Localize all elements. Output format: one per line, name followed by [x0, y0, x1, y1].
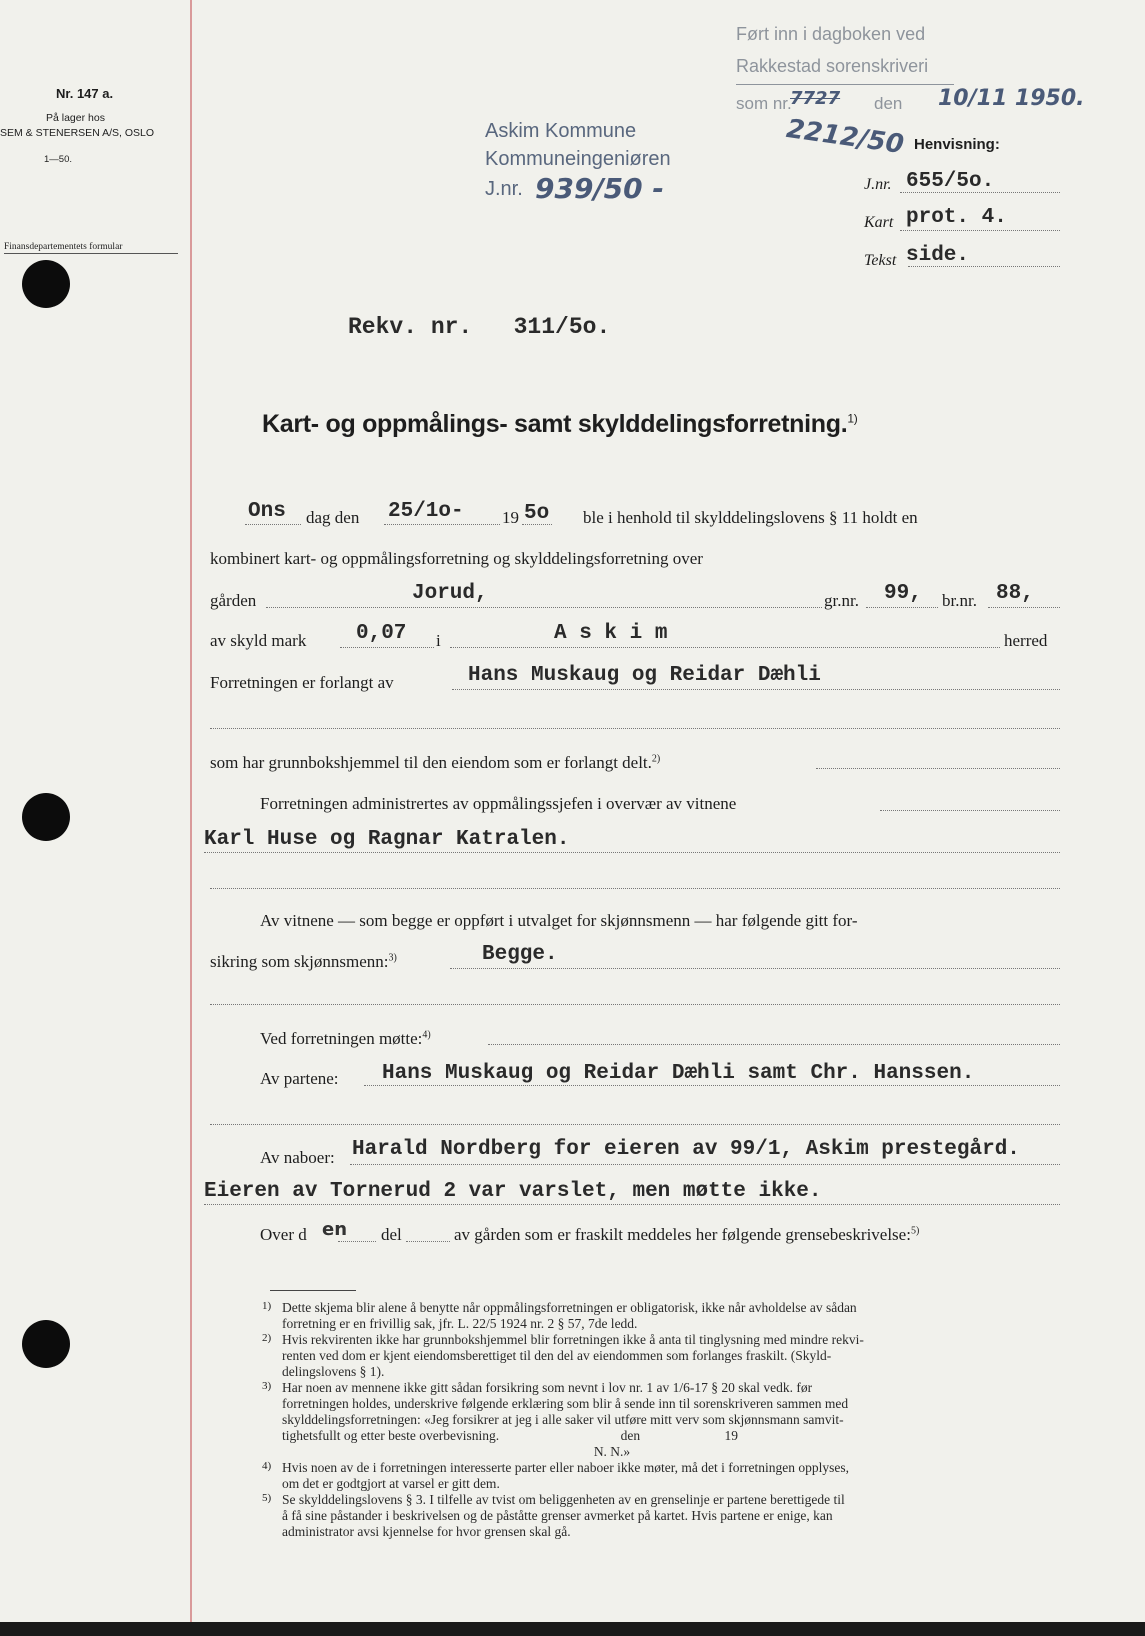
- henvisning-tekst-value: side.: [906, 244, 970, 267]
- grnr-value: 99,: [884, 582, 922, 605]
- footnote-line: N. N.»: [593, 1444, 631, 1459]
- forsikring-footnote-ref: 3): [388, 952, 397, 964]
- registry-den: den: [874, 94, 903, 113]
- requisition-number: Rekv. nr. 311/5o.: [348, 314, 611, 340]
- partene-label: Av partene:: [260, 1069, 339, 1088]
- over-footnote-ref: 5): [910, 1225, 920, 1237]
- footnote-number: 1): [262, 1300, 272, 1312]
- page-title: [262, 410, 857, 439]
- registry-number-handwritten: 2212/50: [784, 113, 906, 161]
- skyld-label: av skyld mark: [210, 631, 307, 650]
- grunnbok-footnote-ref: 2): [651, 753, 661, 765]
- brnr-value: 88,: [996, 582, 1034, 605]
- forlangt-value: Hans Muskaug og Reidar Dæhli: [468, 664, 821, 687]
- footnote-line: tighetsfullt og etter beste overbevisning. den 19: [282, 1428, 738, 1443]
- garden-value: Jorud,: [412, 582, 488, 605]
- footnote-separator: [270, 1290, 356, 1291]
- footnote-item: [262, 1492, 1062, 1540]
- punch-hole: [22, 1320, 70, 1368]
- motte-text: [260, 1029, 431, 1049]
- motte-label: Ved forretningen møtte:: [260, 1029, 423, 1048]
- registry-som-nr: som nr.: [736, 94, 792, 113]
- footnote-line: forretningen holdes, underskrive følgende erklæring som blir å sende inn til sorenskriveren sammen med: [282, 1396, 849, 1411]
- naboer-value-1: Harald Nordberg for eieren av 99/1, Askim prestegård.: [352, 1138, 1020, 1161]
- form-number: Nr. 147 a.: [56, 86, 114, 101]
- brnr-label: br.nr.: [942, 591, 977, 610]
- footnote-item: [262, 1460, 1062, 1492]
- title-footnote-ref: 1): [847, 411, 858, 426]
- registry-struck-number: 7727: [790, 88, 841, 109]
- over-rest-text: av gården som er fraskilt meddeles her følgende grensebeskrivelse:: [454, 1225, 911, 1244]
- footnote-line: renten ved dom er kjent eiendomsberettiget til den del av eiendommen som forlanges fraskilt. (Skyld-: [282, 1348, 832, 1363]
- grunnbok-label: som har grunnbokshjemmel til den eiendom som er forlangt delt.: [210, 753, 652, 772]
- skyld-value: 0,07: [356, 622, 407, 645]
- admin-text: Forretningen administrertes av oppmålingssjefen i overvær av vitnene: [260, 794, 737, 813]
- registry-date-handwritten: 10/11 1950.: [938, 86, 1085, 111]
- over-label: Over d: [260, 1225, 307, 1244]
- forsikring-line-2: [210, 952, 397, 972]
- margin-line: [190, 0, 192, 1622]
- over-handwritten: en: [322, 1219, 348, 1240]
- footnote-line: delingslovens § 1).: [282, 1364, 385, 1379]
- henvisning-kart-label: Kart: [864, 214, 894, 231]
- witnesses-value: Karl Huse og Ragnar Katralen.: [204, 828, 570, 851]
- footnote-item: [502, 1444, 722, 1460]
- herred-label: herred: [1004, 631, 1048, 650]
- herred-value: A s k i m: [554, 622, 668, 645]
- municipality-jnr-value: 939/50 -: [535, 172, 665, 205]
- footnote-line: Hvis noen av de i forretningen interesserte parter eller naboer ikke møter, må det i forretningen opplyses,: [282, 1460, 850, 1475]
- forsikring-value: Begge.: [482, 943, 558, 966]
- footnote-line: om det er godtgjort at varsel er gitt dem.: [282, 1476, 500, 1491]
- year-prefix: 19: [502, 508, 519, 527]
- forsikring-line-1: Av vitnene — som begge er oppført i utvalget for skjønnsmenn — har følgende gitt for-: [260, 911, 858, 930]
- del-label: del: [381, 1225, 402, 1244]
- naboer-value-2: Eieren av Tornerud 2 var varslet, men møtte ikke.: [204, 1180, 822, 1203]
- i-label: i: [436, 631, 441, 650]
- henvisning-jnr-label: J.nr.: [864, 176, 892, 193]
- grunnbok-text: [210, 753, 660, 773]
- footnote-line: Hvis rekvirenten ikke har grunnbokshjemmel blir forretningen ikke å anta til tinglysning med mindre rekvi-: [282, 1332, 864, 1347]
- footnote-line: forretning er en frivillig sak, jfr. L. 22/5 1924 nr. 2 § 57, 7de ledd.: [282, 1316, 638, 1331]
- footnote-item: [262, 1380, 1062, 1444]
- footnote-number: 3): [262, 1380, 272, 1392]
- print-code: 1—50.: [44, 154, 72, 165]
- punch-hole: [22, 260, 70, 308]
- forlangt-label: Forretningen er forlangt av: [210, 673, 394, 692]
- page-title-text: Kart- og oppmålings- samt skylddelingsforretning.: [262, 410, 848, 438]
- henvisning-jnr-value: 655/5o.: [906, 170, 995, 193]
- garden-label: gården: [210, 591, 257, 610]
- footnote-item: [262, 1300, 1062, 1332]
- footnote-line: Har noen av mennene ikke gitt sådan forsikring som nevnt i lov nr. 1 av 1/6-17 § 20 skal vedk. før: [282, 1380, 813, 1395]
- grnr-label: gr.nr.: [824, 591, 859, 610]
- footnote-line: å få sine påstander i beskrivelsen og de påståtte grenser avmerket på kartet. Hvis partene er enige, kan: [282, 1508, 833, 1523]
- footnote-line: administrator avsi kjennelse for hvor grensen skal gå.: [282, 1524, 571, 1539]
- year-value: 5o: [524, 502, 550, 525]
- stock-line-2: SEM & STENERSEN A/S, OSLO: [0, 127, 155, 139]
- forsikring-label: sikring som skjønnsmenn:: [210, 952, 389, 971]
- ministry-label: Finansdepartementets formular: [4, 242, 178, 254]
- footnote-line: Dette skjema blir alene å benytte når oppmålingsforretningen er obligatorisk, ikke når avholdelse av sådan: [282, 1300, 857, 1315]
- henvisning-title: Henvisning:: [914, 136, 1000, 153]
- line1-text: ble i henhold til skylddelingslovens § 11 holdt en: [583, 508, 918, 527]
- municipality-stamp-line-1: Askim Kommune: [485, 120, 637, 142]
- footnote-number: 2): [262, 1332, 272, 1344]
- stock-line-1: På lager hos: [46, 112, 105, 124]
- day-value: Ons: [248, 500, 286, 523]
- motte-footnote-ref: 4): [422, 1029, 431, 1041]
- registry-stamp-line-1: Ført inn i dagboken ved: [736, 24, 926, 44]
- footnotes: [262, 1300, 1062, 1540]
- footnote-number: 5): [262, 1492, 272, 1504]
- punch-hole: [22, 793, 70, 841]
- municipality-stamp-line-2: Kommuneingeniøren: [485, 148, 671, 170]
- footnote-line: skylddelingsforretningen: «Jeg forsikrer at jeg i alle saker vil utføre mitt verv som skjønnsmann samvit-: [282, 1412, 844, 1427]
- over-rest: [454, 1225, 919, 1245]
- henvisning-kart-value: prot. 4.: [906, 206, 1007, 229]
- line2-text: kombinert kart- og oppmålingsforretning og skylddelingsforretning over: [210, 549, 703, 568]
- naboer-label: Av naboer:: [260, 1148, 335, 1167]
- footnote-line: Se skylddelingslovens § 3. I tilfelle av tvist om beliggenheten av en grenselinje er partene berettigede til: [282, 1492, 845, 1507]
- footnote-number: 4): [262, 1460, 272, 1472]
- registry-stamp-line-2: Rakkestad sorenskriveri: [736, 56, 929, 76]
- henvisning-tekst-label: Tekst: [864, 252, 897, 269]
- registry-underline: [736, 84, 954, 85]
- partene-value: Hans Muskaug og Reidar Dæhli samt Chr. Hanssen.: [382, 1062, 975, 1085]
- footnote-item: [262, 1332, 1062, 1380]
- municipality-jnr-label: J.nr.: [485, 178, 523, 200]
- date-value: 25/1o-: [388, 500, 464, 523]
- dag-den-label: dag den: [306, 508, 360, 527]
